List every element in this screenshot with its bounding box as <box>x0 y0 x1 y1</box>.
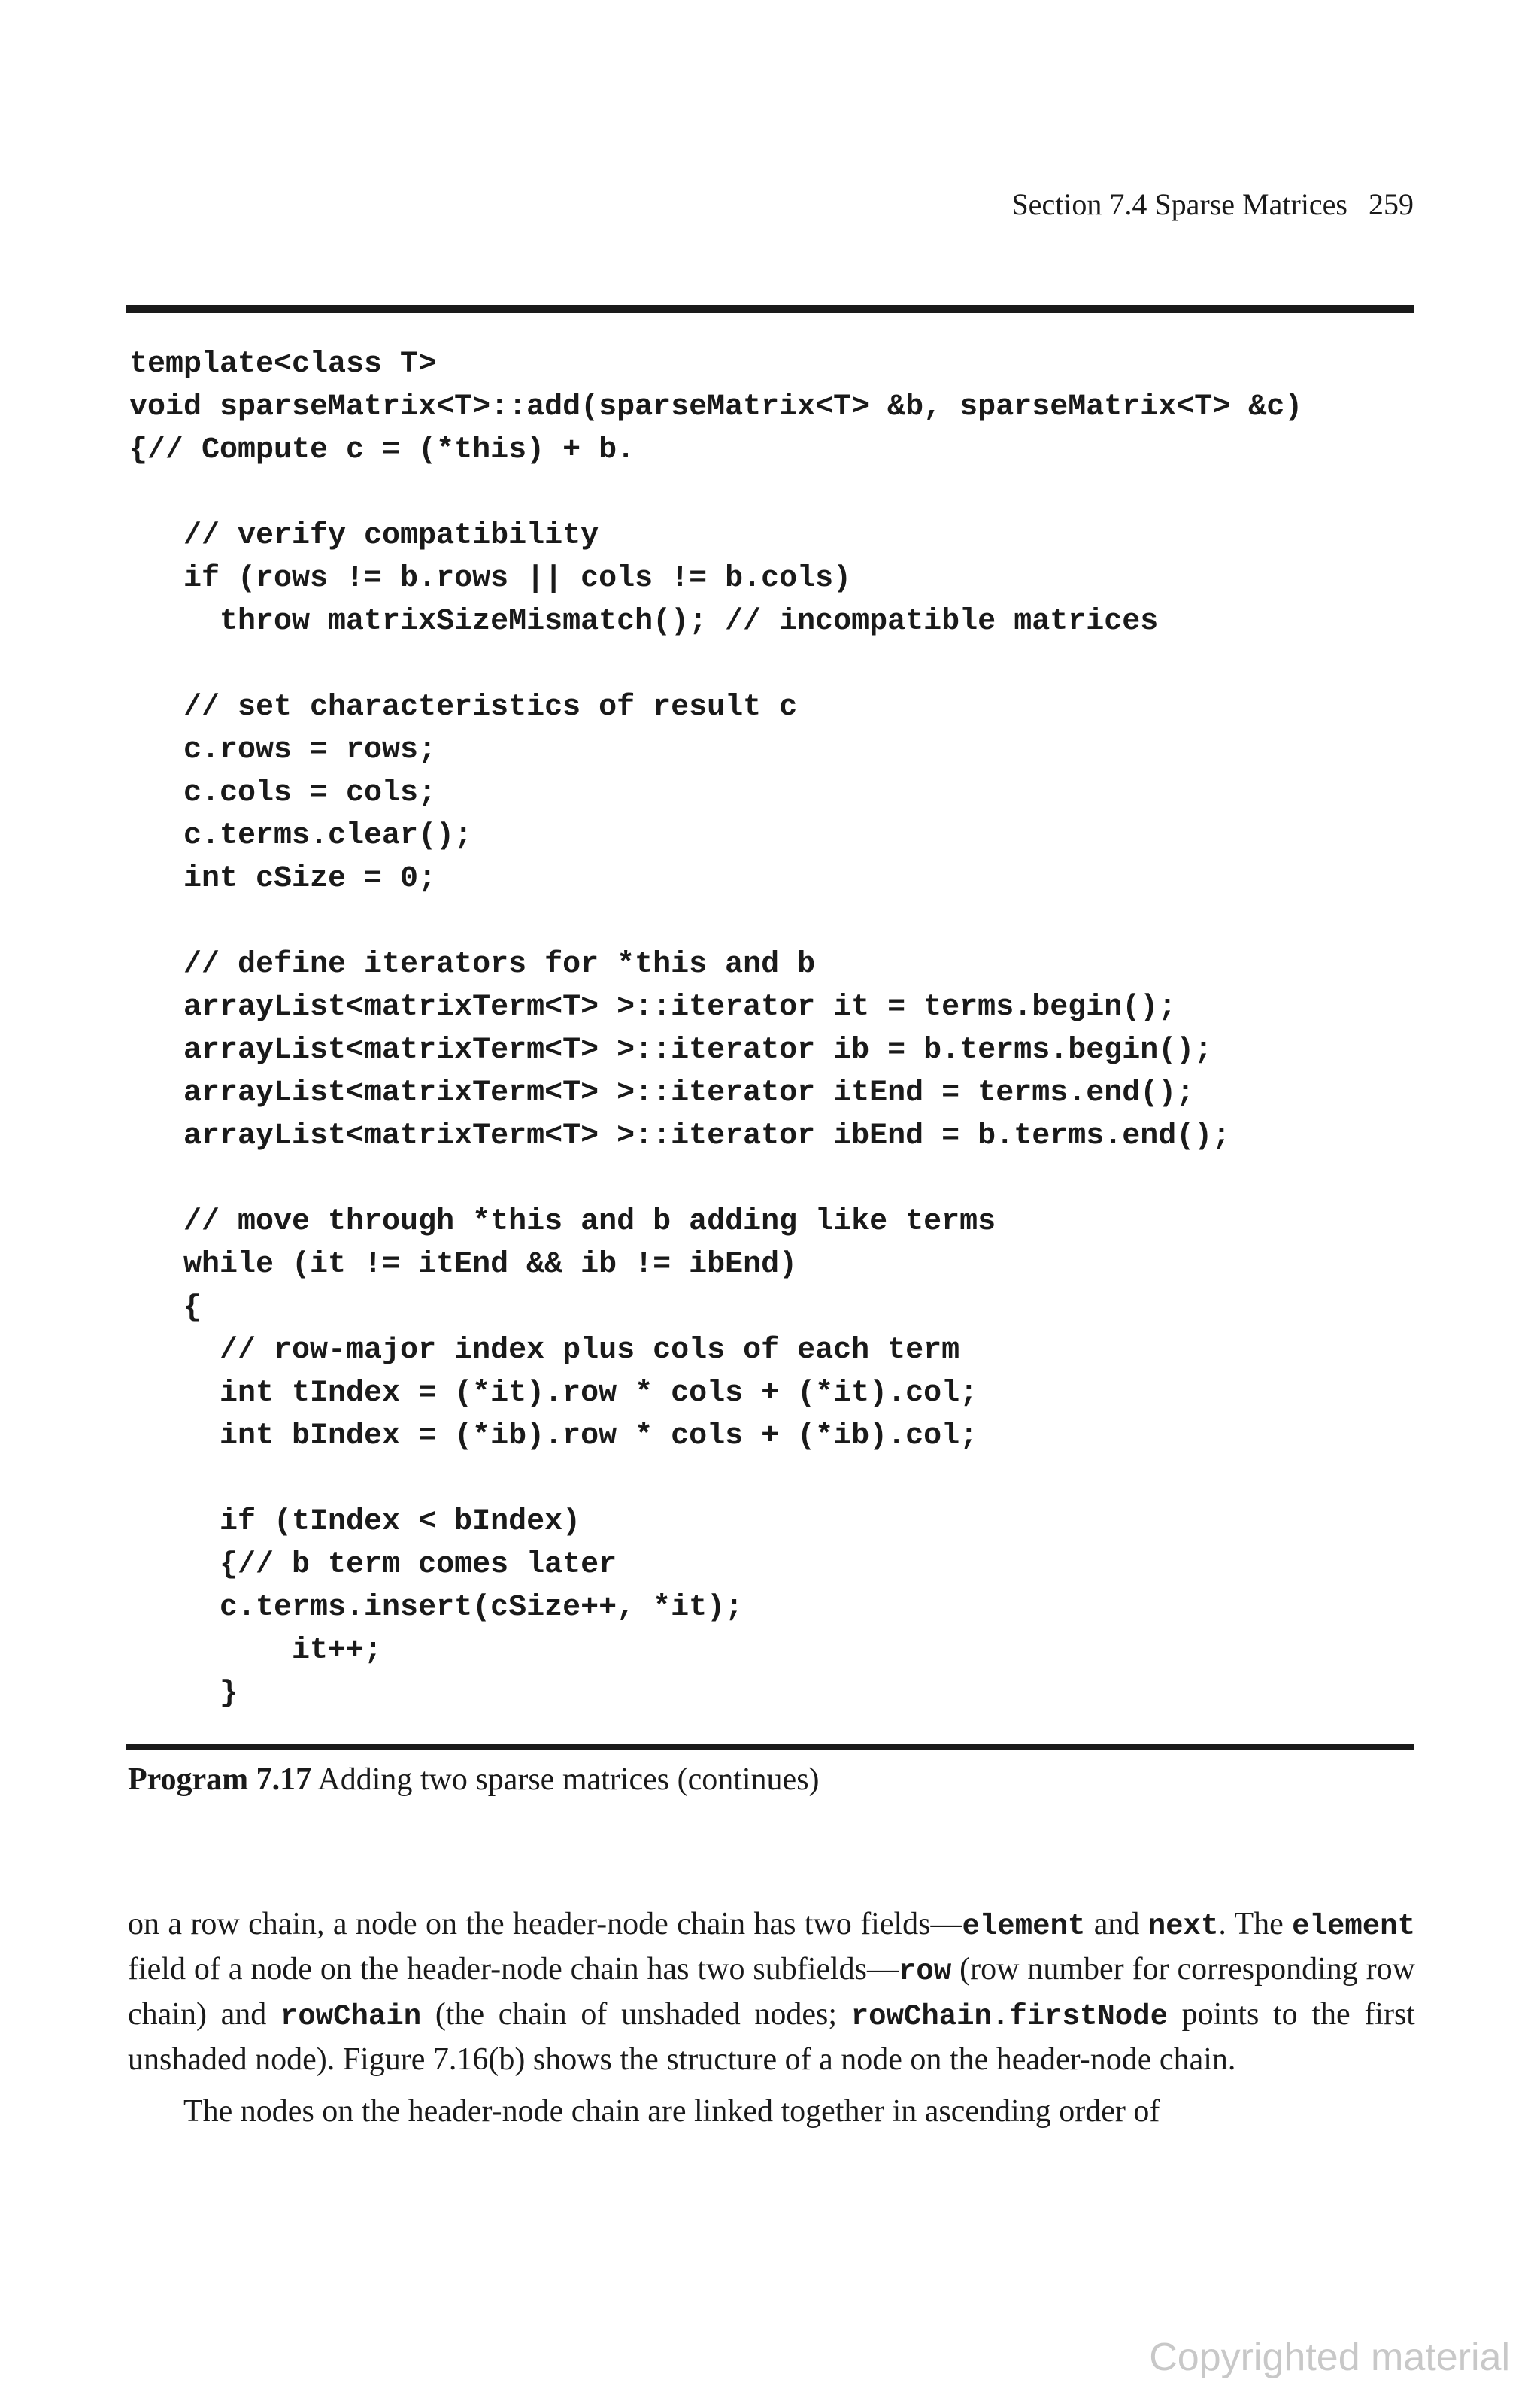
code-line <box>129 1458 1408 1501</box>
page-number: 259 <box>1369 187 1414 221</box>
code-line: arrayList<matrixTerm<T> >::iterator ib = b.terms.begin(); <box>129 1034 1213 1067</box>
code-line <box>129 1158 1408 1201</box>
code-term: element <box>1292 1910 1415 1943</box>
code-line: // row-major index plus cols of each term <box>129 1334 960 1367</box>
program-bottom-rule <box>126 1744 1414 1750</box>
code-term: rowChain <box>280 2000 422 2033</box>
program-caption <box>128 1762 820 1798</box>
code-line: int tIndex = (*it).row * cols + (*it).col; <box>129 1377 978 1410</box>
code-line: void sparseMatrix<T>::add(sparseMatrix<T> &b, sparseMatrix<T> &c) <box>129 390 1303 424</box>
code-line: if (rows != b.rows || cols != b.cols) <box>129 562 852 596</box>
code-line: template<class T> <box>129 348 437 381</box>
code-line: c.terms.clear(); <box>129 819 473 853</box>
program-top-rule <box>126 305 1414 313</box>
code-term: element <box>962 1910 1086 1943</box>
code-line: c.cols = cols; <box>129 776 437 810</box>
code-line: it++; <box>129 1634 383 1668</box>
code-line: } <box>129 1677 238 1710</box>
code-line <box>129 900 1408 943</box>
section-title: Section 7.4 Sparse Matrices <box>1011 187 1348 221</box>
code-line: arrayList<matrixTerm<T> >::iterator itEnd = terms.end(); <box>129 1076 1195 1110</box>
code-line: // set characteristics of result c <box>129 691 798 724</box>
code-line <box>129 472 1408 515</box>
code-line: c.terms.insert(cSize++, *it); <box>129 1591 744 1625</box>
code-line: int cSize = 0; <box>129 862 437 896</box>
code-term: rowChain.firstNode <box>850 2000 1168 2033</box>
program-code-listing <box>129 343 1408 1715</box>
code-line: arrayList<matrixTerm<T> >::iterator it = terms.begin(); <box>129 991 1177 1024</box>
body-text <box>128 1903 1415 2133</box>
code-line: // verify compatibility <box>129 519 599 553</box>
paragraph: The nodes on the header-node chain are linked together in ascending order of <box>183 2094 1160 2129</box>
paragraph: on a row chain, a node on the header-node chain has two fields—element and next. The element field of a node on the header-node chain has two subfields—row (row number for corresponding row chain) and rowChain (the chain of unshaded nodes; rowChain.firstNode points to the first unshaded node). Figure 7.16(b) shows the structure of a node on the header-node chain. <box>128 1907 1415 2077</box>
caption-text: Adding two sparse matrices (continues) <box>317 1762 820 1797</box>
code-line: if (tIndex < bIndex) <box>129 1505 581 1539</box>
code-line <box>129 643 1408 686</box>
code-line: while (it != itEnd && ib != ibEnd) <box>129 1248 798 1282</box>
code-line: {// Compute c = (*this) + b. <box>129 433 635 467</box>
code-line: int bIndex = (*ib).row * cols + (*ib).col; <box>129 1419 978 1453</box>
caption-label: Program 7.17 <box>128 1762 312 1797</box>
code-line: { <box>129 1291 202 1325</box>
code-line: arrayList<matrixTerm<T> >::iterator ibEnd = b.terms.end(); <box>129 1119 1231 1153</box>
code-line: {// b term comes later <box>129 1548 617 1582</box>
code-line: // define iterators for *this and b <box>129 948 816 982</box>
code-line: // move through *this and b adding like terms <box>129 1205 996 1239</box>
code-line: throw matrixSizeMismatch(); // incompatible matrices <box>129 605 1159 639</box>
running-header <box>1011 187 1414 222</box>
copyright-watermark: Copyrighted material <box>1149 2336 1510 2379</box>
code-term: next <box>1147 1910 1219 1943</box>
code-term: row <box>899 1955 952 1988</box>
code-line: c.rows = rows; <box>129 733 437 767</box>
